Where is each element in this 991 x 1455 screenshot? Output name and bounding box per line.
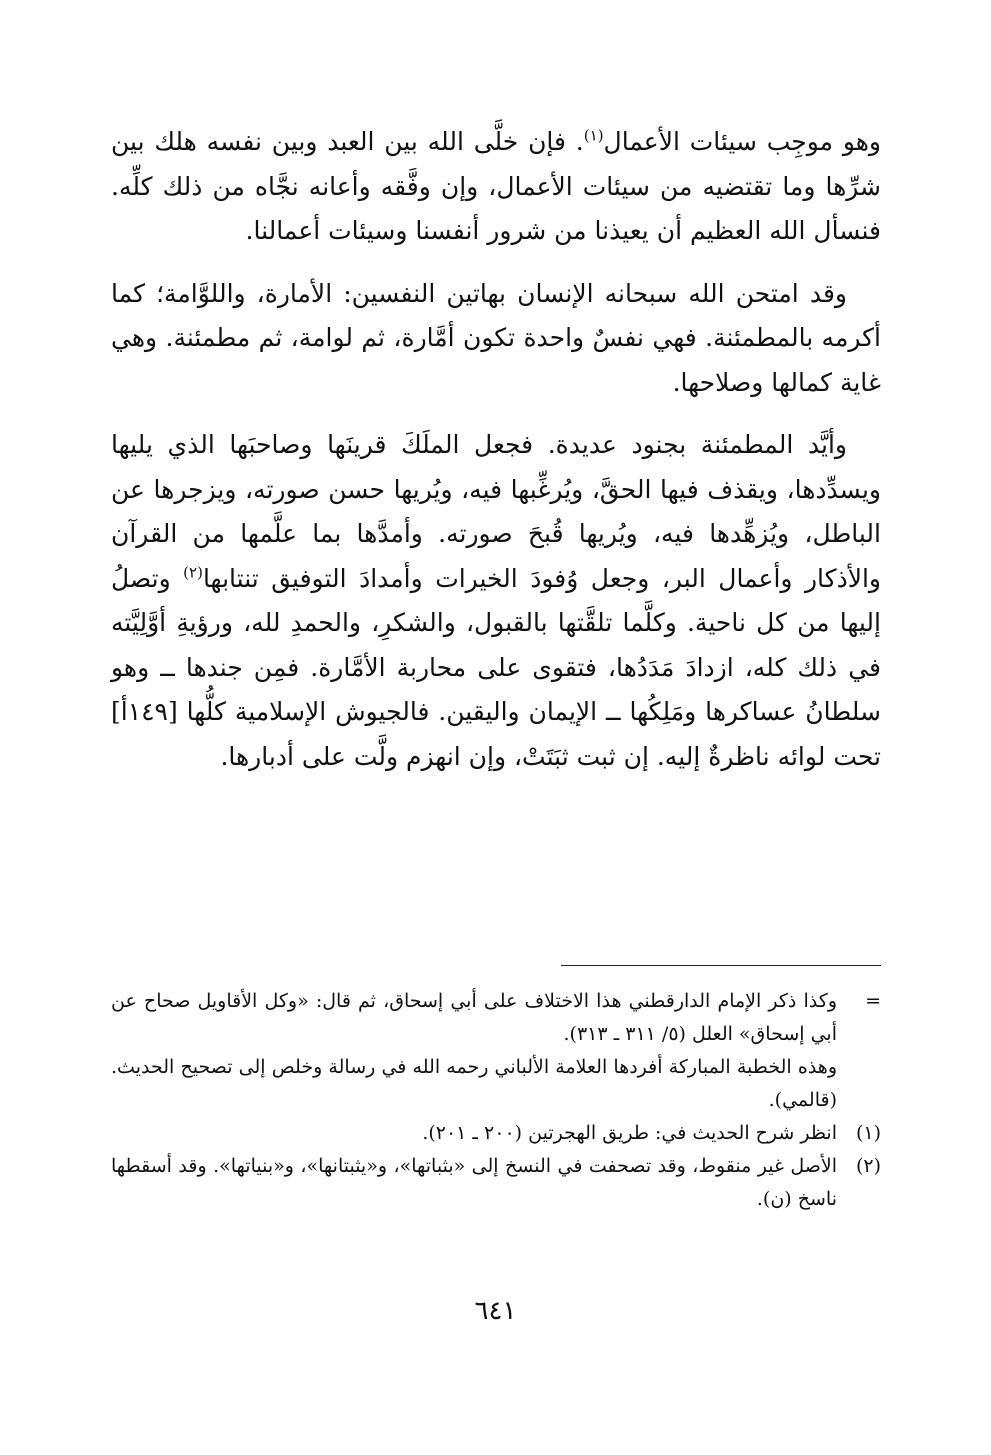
footnote-1 <box>111 1117 881 1150</box>
footnote-marker: (١) <box>855 1122 881 1144</box>
paragraph-1-text-a: وهو موجِب سيئات الأعمال <box>603 127 881 156</box>
page-number: ٦٤١ <box>474 1296 517 1326</box>
footnote-continuation-note <box>111 1051 881 1117</box>
footnote-2 <box>111 1150 881 1216</box>
footnote-text: وكذا ذكر الإمام الدارقطني هذا الاختلاف على أبي إسحاق، ثم قال: «وكل الأقاويل صحاح عن أبي إسحاق» العلل (٥/ ٣١١ ـ ٣١٣). <box>111 990 837 1045</box>
paragraph-2-text: وقد امتحن الله سبحانه الإنسان بهاتين النفسين: الأمارة، واللوَّامة؛ كما أكرمه بالمطمئنة. فهي نفسٌ واحدة تكون أمَّارة، ثم لوامة، ثم مطمئنة. وهي غاية كمالها وصلاحها. <box>111 278 881 397</box>
footnote-continuation <box>111 985 881 1051</box>
paragraph-1-text-b: . فإن خلَّى الله بين العبد وبين نفسه هلك بين شرِّها وما تقتضيه من سيئات الأعمال، وإن وفَّقه وأعانه نجَّاه من ذلك كلِّه. فنسأل الله العظيم أن يعيذنا من شرور أنفسنا وسيئات أعمالنا. <box>111 127 881 245</box>
paragraph-2 <box>111 272 881 406</box>
footnote-marker: (٢) <box>855 1155 881 1177</box>
footnote-text: الأصل غير منقوط، وقد تصحفت في النسخ إلى «بثباتها»، و«يثبتانها»، و«بنياتها». وقد أسقطها ناسخ (ن). <box>111 1155 837 1210</box>
footnote-ref-1: (١) <box>583 126 604 145</box>
footnotes <box>111 985 881 1216</box>
paragraph-3 <box>111 423 881 779</box>
footnote-marker: = <box>865 990 881 1012</box>
footnote-text: وهذه الخطبة المباركة أفردها العلامة الألباني رحمه الله في رسالة وخلص إلى تصحيح الحديث. (قالمي). <box>111 1056 837 1111</box>
paragraph-3-text-b: وتصلُ إليها من كل ناحية. وكلَّما تلقَّتها بالقبول، والشكرِ، والحمدِ لله، ورؤيةِ أوَّلِيَّته في ذلك كله، ازدادَ مَدَدُها، فتقوى على محاربة الأمَّارة. فمِن جندها ــ وهو سلطانُ عساكرها ومَلِكُها ــ الإيمان واليقين. فالجيوش الإسلامية كلُّها [١٤٩أ] تحت لوائه ناظرةٌ إليه. إن ثبت ثبَتَتْ، وإن انهزم ولَّت على أدبارها. <box>111 563 881 771</box>
footnote-text: انظر شرح الحديث في: طريق الهجرتين (٢٠٠ ـ ٢٠١). <box>422 1122 837 1144</box>
paragraph-3-text-a: وأيَّد المطمئنة بجنود عديدة. فجعل الملَكَ قرينَها وصاحبَها الذي يليها ويسدِّدها، ويقذف فيها الحقَّ، ويُرغِّبها فيه، ويُريها حسن صورته، ويزجرها عن الباطل، ويُزهِّدها فيه، ويُريها قُبحَ صورته. وأمدَّها بما علَّمها من القرآن والأذكار وأعمال البر، وجعل وُفودَ الخيرات وأمدادَ التوفيق تنتابها <box>111 430 881 593</box>
main-text <box>111 120 881 797</box>
footnote-separator <box>561 965 881 966</box>
footnote-ref-2: (٢) <box>183 563 203 582</box>
paragraph-1 <box>111 120 881 254</box>
